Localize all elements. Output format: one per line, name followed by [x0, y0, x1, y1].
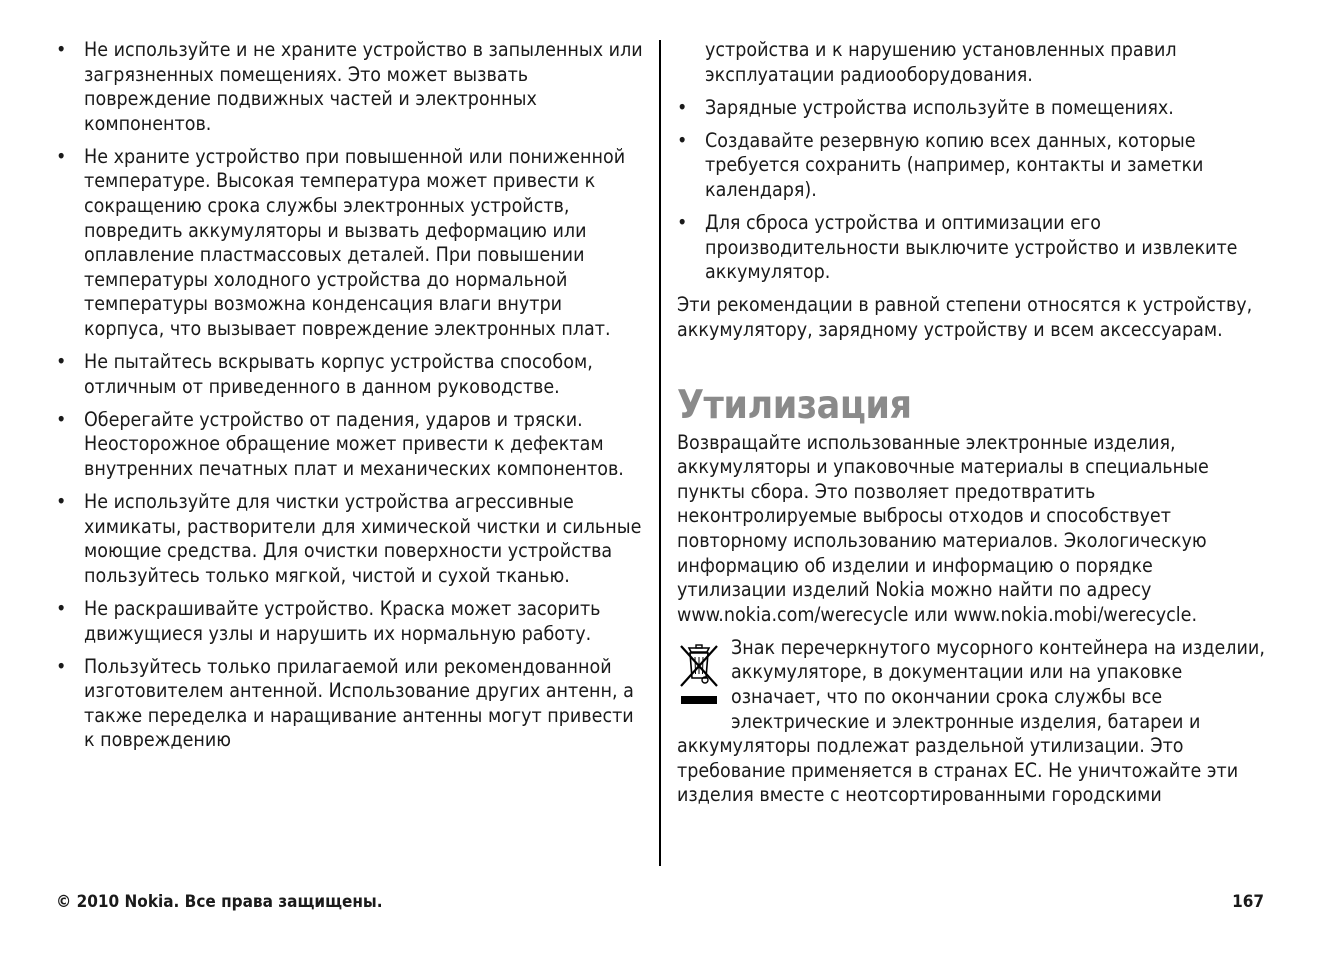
list-item: • Не раскрашивайте устройство. Краска может засорить движущиеся узлы и нарушить их нормальную работу. — [56, 597, 646, 646]
list-item-continuation: устройства и к нарушению установленных правил эксплуатации радиооборудования. — [705, 38, 1177, 86]
list-item: • Не используйте и не храните устройство в запыленных или загрязненных помещениях. Это может вызвать повреждение подвижных частей и электронных компонентов. — [56, 38, 646, 136]
summary-paragraph: Эти рекомендации в равной степени относятся к устройству, аккумулятору, зарядному устройству и всем аксессуарам. — [677, 293, 1253, 341]
list-item: • Создавайте резервную копию всех данных, которые требуется сохранить (например, контакты и заметки календаря). — [677, 129, 1267, 203]
section-title: Утилизация — [677, 382, 912, 428]
list-item: • Зарядные устройства используйте в помещениях. — [677, 96, 1267, 121]
crossed-out-wheelie-bin-icon — [677, 640, 721, 710]
list-item: • Оберегайте устройство от падения, ударов и тряски. Неосторожное обращение может привести к дефектам внутренних печатных плат и механических компонентов. — [56, 408, 646, 482]
care-instructions-list — [56, 38, 646, 753]
page-number: 167 — [1232, 892, 1264, 912]
right-column — [677, 38, 1267, 816]
list-item: • Не пытайтесь вскрывать корпус устройства способом, отличным от приведенного в данном руководстве. — [56, 350, 646, 399]
recycle-paragraph: Возвращайте использованные электронные изделия, аккумуляторы и упаковочные материалы в специальные пункты сбора. Это позволяет предотвратить неконтролируемые выбросы отходов и способствует повторному использованию материалов. Экологическую информацию об изделии и информацию о порядке утилизации изделий Nokia можно найти по адресу www.nokia.com/werecycle или www.nokia.mobi/werecycle. — [677, 430, 1209, 626]
bin-paragraph: Знак перечеркнутого мусорного контейнера на изделии, аккумуляторе, в документации или на упаковке означает, что по окончании срока службы все электрические и электронные изделия, батареи и аккумуляторы подлежат раздельной утилизации. Это требование применяется в странах ЕС. Не уничтожайте эти изделия вместе с неотсортированными городскими — [677, 635, 1265, 807]
column-divider — [659, 40, 661, 866]
copyright: © 2010 Nokia. Все права защищены. — [56, 892, 383, 912]
care-instructions-list-continued — [677, 38, 1267, 285]
bin-notice — [677, 636, 1267, 808]
list-item: • Пользуйтесь только прилагаемой или рекомендованной изготовителем антенной. Использование других антенн, а также переделка и наращивание антенны могут привести к повреждению — [56, 655, 646, 753]
left-column — [56, 38, 646, 762]
list-item: • Не используйте для чистки устройства агрессивные химикаты, растворители для химической чистки и сильные моющие средства. Для очистки поверхности устройства пользуйтесь только мягкой, чистой и сухой тканью. — [56, 490, 646, 588]
list-item: • Не храните устройство при повышенной или пониженной температуре. Высокая температура может привести к сокращению срока службы электронных устройств, повредить аккумуляторы и вызвать деформацию или оплавление пластмассовых деталей. При повышении температуры холодного устройства до нормальной температуры возможна конденсация влаги внутри корпуса, что вызывает повреждение электронных плат. — [56, 145, 646, 342]
list-item: • Для сброса устройства и оптимизации его производительности выключите устройство и извлеките аккумулятор. — [677, 211, 1267, 285]
